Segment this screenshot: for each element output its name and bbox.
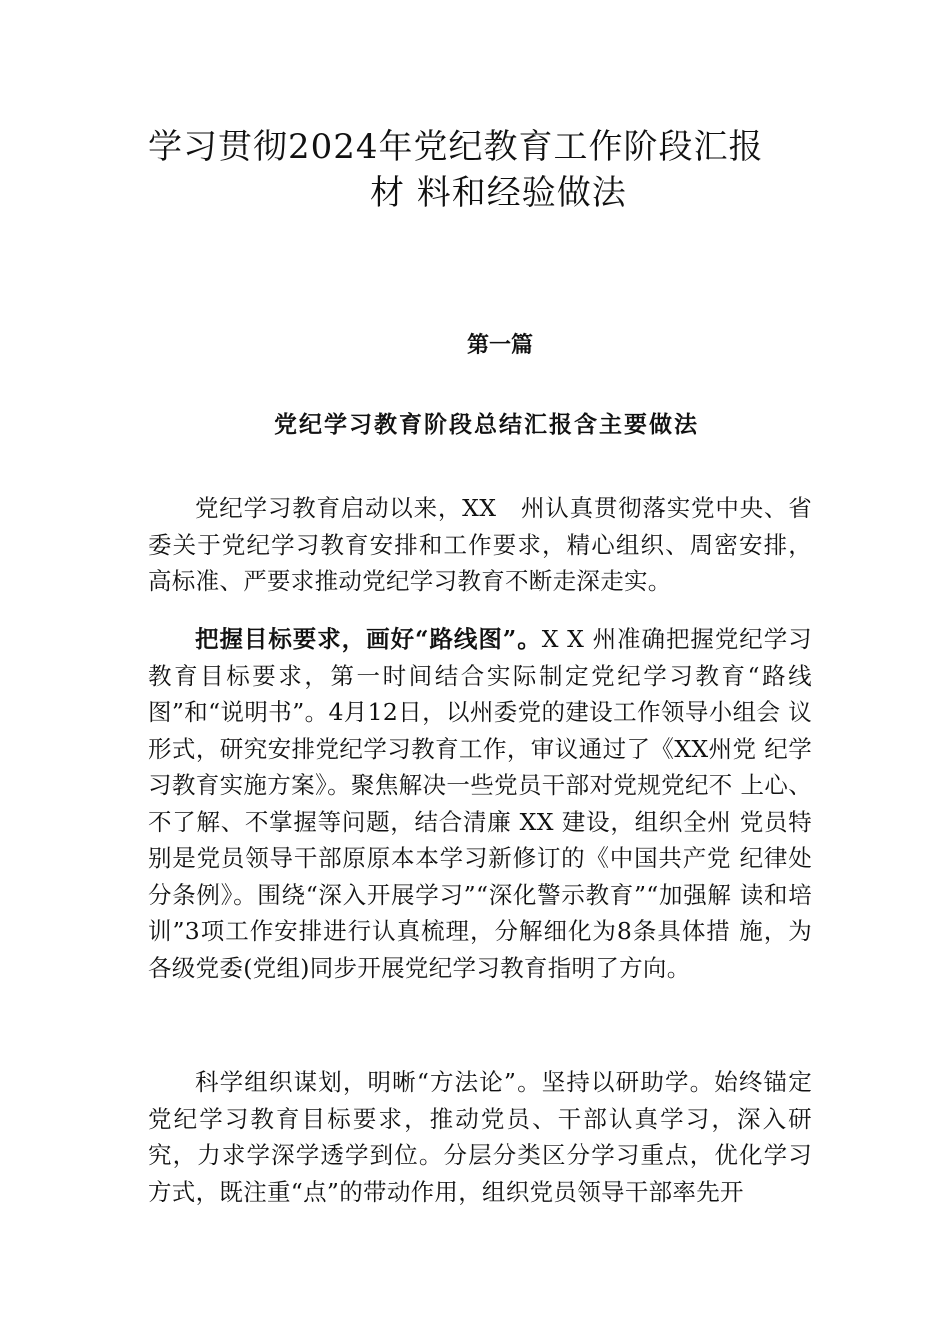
paragraph-planning: [148, 1064, 812, 1210]
part-label: 第一篇: [466, 332, 533, 358]
section-title: 党纪学习教育阶段总结汇报含主要做法: [274, 411, 699, 438]
paragraph-goal-requirements: [148, 621, 812, 986]
document-title: [148, 124, 798, 216]
document-title-line-1: 学习贯彻2024年党纪教育工作阶段汇报: [148, 127, 764, 167]
paragraph-text: X X 州准确把握党纪学习教育目标要求，第一时间结合实际制定党纪学习教育“路线图”和“说明书”。4月12日，以州委党的建设工作领导小组会 议形式，研究安排党纪学习教育工作，审议通过了《XX州党 纪学习教育实施方案》。聚焦解决一些党员干部对党规党纪不 上心、不了解、不掌握等问题，结合清廉 XX 建设，组织全州 党员特别是党员领导干部原原本本学习新修订的《中国共产党 纪律处分条例》。围绕“深入开展学习”“深化警示教育”“加强解 读和培训”3项工作安排进行认真梳理，分解细化为8条具体措 施，为各级党委(党组)同步开展党纪学习教育指明了方向。: [148, 625, 812, 982]
paragraph-lead: 把握目标要求，画好“路线图”。: [195, 625, 542, 653]
paragraph-text: 党纪学习教育启动以来，XX 州认真贯彻落实党中央、省委关于党纪学习教育安排和工作要求，精心组织、周密安排，高标准、严要求推动党纪学习教育不断走深走实。: [148, 494, 812, 595]
paragraph-text: 科学组织谋划，明晰“方法论”。坚持以研助学。始终锚定党纪学习教育目标要求，推动党员、干部认真学习，深入研究，力求学深学透学到位。分层分类区分学习重点，优化学习方式，既注重“点”的带动作用，组织党员领导干部率先开: [148, 1068, 812, 1206]
document-title-line-2: 材 料和经验做法: [370, 173, 627, 213]
paragraph-intro: [148, 490, 812, 600]
